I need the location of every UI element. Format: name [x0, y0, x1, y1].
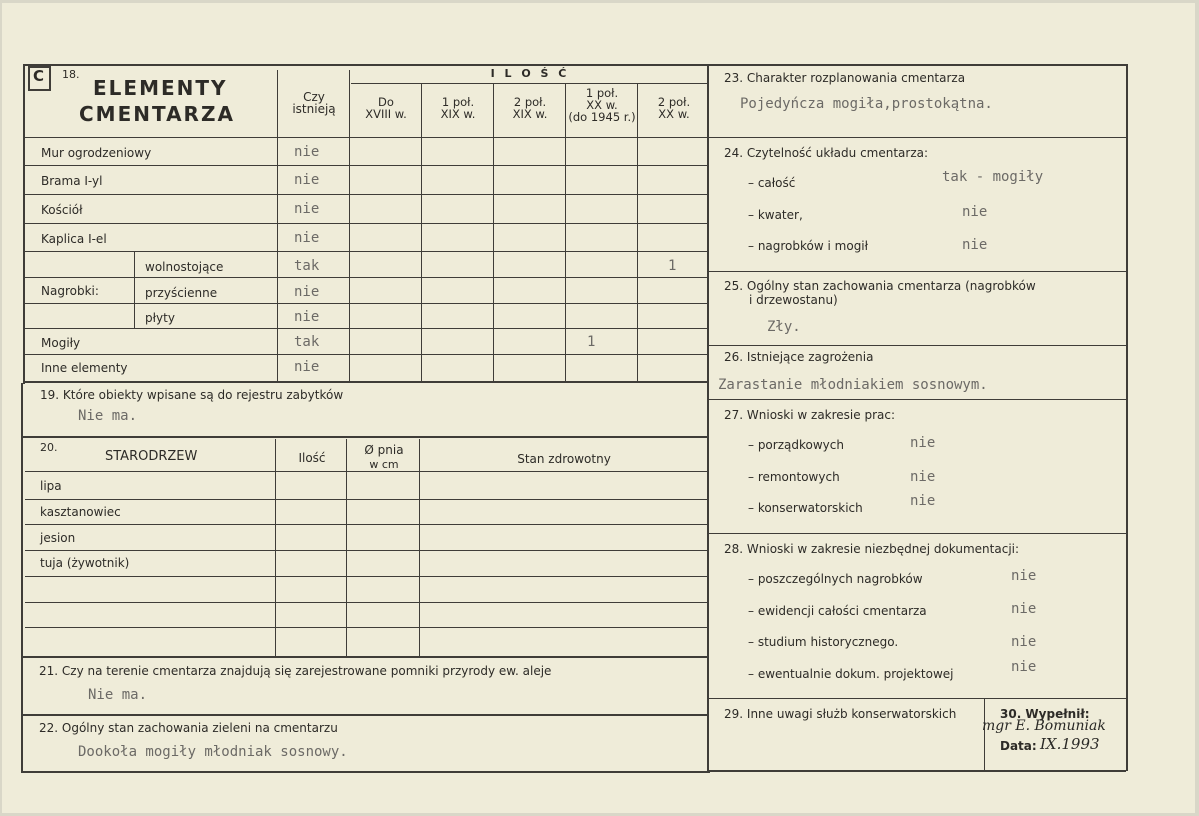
rule — [25, 499, 707, 500]
s20-number: 20. — [40, 441, 58, 454]
rule — [277, 70, 278, 383]
s24-item-label: – nagrobków i mogił — [748, 239, 869, 253]
s20-col-diameter-line2: w cm — [369, 458, 399, 471]
s19-label: 19. Które obiekty wpisane są do rejestru zabytków — [40, 388, 344, 402]
s28-item-label: – ewentualnie dokum. projektowej — [748, 667, 954, 681]
s24-item-value: nie — [962, 204, 988, 220]
s27-item-value: nie — [910, 493, 936, 509]
period-header-3-line2: XIX w. — [512, 107, 548, 121]
s30-date-value: IX.1993 — [1040, 735, 1100, 753]
rule — [493, 84, 494, 383]
s28-item-value: nie — [1011, 659, 1037, 675]
rule — [25, 381, 709, 383]
tree-row-label: kasztanowiec — [40, 505, 121, 519]
rule — [419, 439, 420, 657]
element-row-label: Kościół — [41, 203, 83, 217]
s24-label: 24. Czytelność układu cmentarza: — [724, 146, 929, 160]
period-header-4-line1: 1 poł. — [585, 86, 619, 100]
s22-label: 22. Ogólny stan zachowania zieleni na cmentarzu — [39, 721, 338, 735]
s27-item-label: – porządkowych — [748, 438, 844, 452]
quantity-1945: 1 — [587, 334, 596, 350]
rule — [25, 194, 707, 195]
s30-label: 30. Wypełnił: — [1000, 707, 1090, 721]
s21-value: Nie ma. — [88, 687, 148, 703]
s24-item-value: nie — [962, 237, 988, 253]
s28-item-label: – studium historycznego. — [748, 635, 899, 649]
s20-col-quantity: Ilość — [298, 451, 326, 465]
s20-col-diameter-line1: Ø pnia — [364, 443, 404, 457]
s26-value: Zarastanie młodniakiem sosnowym. — [718, 377, 988, 393]
element-row-label: Mogiły — [41, 336, 81, 350]
period-header-2-line2: XIX w. — [440, 107, 476, 121]
rule — [709, 271, 1126, 272]
tree-row-label: jesion — [40, 531, 76, 545]
quantity-late-xx: 1 — [668, 258, 677, 274]
rule — [25, 165, 707, 166]
element-row-label: przyścienne — [145, 286, 218, 300]
s20-col-health: Stan zdrowotny — [517, 452, 611, 466]
s27-item-label: – konserwatorskich — [748, 501, 863, 515]
s23-label: 23. Charakter rozplanowania cmentarza — [724, 71, 966, 85]
nagrobki-label: Nagrobki: — [41, 284, 99, 298]
tree-row-label: tuja (żywotnik) — [40, 556, 130, 570]
s30-signature: mgr E. Bomuniak — [982, 718, 1106, 734]
s28-item-value: nie — [1011, 634, 1037, 650]
section-letter: C — [33, 67, 45, 85]
section-18-number: 18. — [62, 68, 80, 81]
rule — [709, 533, 1126, 534]
element-row-label: wolnostojące — [145, 260, 224, 274]
rule — [25, 550, 707, 551]
exists-header-line2: istnieją — [292, 102, 336, 116]
rule — [25, 277, 707, 278]
rule — [23, 64, 1128, 66]
rule — [351, 83, 707, 84]
element-row-label: Brama I-yl — [41, 174, 103, 188]
elements-title-line2: CMENTARZA — [79, 102, 235, 126]
s24-item-label: – całość — [748, 176, 796, 190]
rule — [421, 84, 422, 383]
rule — [25, 137, 707, 138]
s29-label: 29. Inne uwagi służb konserwatorskich — [724, 707, 957, 721]
element-row-exists: nie — [294, 284, 320, 300]
rule — [346, 439, 347, 657]
s25-label-line2: i drzewostanu) — [749, 293, 838, 307]
s23-value: Pojedyńcza mogiła,prostokątna. — [740, 96, 993, 112]
period-header-1-line2: XVIII w. — [365, 107, 407, 121]
period-header-2-line1: 1 poł. — [441, 95, 475, 109]
s19-value: Nie ma. — [78, 408, 138, 424]
rule — [21, 771, 710, 773]
element-row-exists: nie — [294, 309, 320, 325]
element-row-exists: nie — [294, 359, 320, 375]
s27-item-value: nie — [910, 469, 936, 485]
period-header-4-line3: (do 1945 r.) — [568, 110, 636, 124]
quantity-header: I L O Ś Ć — [490, 67, 570, 80]
rule — [709, 698, 1126, 699]
rule — [23, 64, 25, 384]
elements-title-line1: ELEMENTY — [93, 76, 228, 100]
s27-label: 27. Wnioski w zakresie prac: — [724, 408, 896, 422]
rule — [275, 439, 276, 657]
element-row-exists: nie — [294, 201, 320, 217]
rule — [707, 770, 1126, 772]
s24-item-value: tak - mogiły — [942, 169, 1044, 185]
rule — [25, 354, 707, 355]
period-header-1-line1: Do — [378, 95, 394, 109]
element-row-exists: nie — [294, 230, 320, 246]
period-header-3-line1: 2 poł. — [513, 95, 547, 109]
rule — [565, 84, 566, 383]
rule — [23, 656, 709, 658]
rule — [25, 328, 707, 329]
s30-date-label: Data: — [1000, 739, 1037, 753]
s21-label: 21. Czy na terenie cmentarza znajdują się zarejestrowane pomniki przyrody ew. aleje — [39, 664, 552, 678]
s28-item-value: nie — [1011, 601, 1037, 617]
rule — [637, 84, 638, 383]
s25-value: Zły. — [767, 319, 801, 335]
rule — [134, 251, 135, 328]
rule — [25, 524, 707, 525]
element-row-exists: tak — [294, 258, 320, 274]
rule — [23, 436, 709, 438]
rule — [349, 70, 350, 383]
element-row-label: płyty — [145, 311, 175, 325]
rule — [707, 64, 709, 773]
exists-header-line1: Czy — [303, 90, 325, 104]
period-header-5-line1: 2 poł. — [657, 95, 691, 109]
rule — [1126, 64, 1128, 771]
period-header-5-line2: XX w. — [658, 107, 690, 121]
element-row-label: Inne elementy — [41, 361, 128, 375]
s24-item-label: – kwater, — [748, 208, 803, 222]
rule — [709, 399, 1126, 400]
rule — [25, 576, 707, 577]
rule — [709, 137, 1126, 138]
rule — [25, 602, 707, 603]
s28-item-label: – poszczególnych nagrobków — [748, 572, 923, 586]
tree-row-label: lipa — [40, 479, 62, 493]
s20-title: STARODRZEW — [105, 449, 198, 464]
s22-value: Dookoła mogiły młodniak sosnowy. — [78, 744, 348, 760]
rule — [25, 251, 707, 252]
s25-label-line1: 25. Ogólny stan zachowania cmentarza (nagrobków — [724, 279, 1036, 293]
rule — [23, 714, 709, 716]
period-header-4-line2: XX w. — [586, 98, 618, 112]
element-row-exists: nie — [294, 144, 320, 160]
element-row-label: Mur ogrodzeniowy — [41, 146, 152, 160]
s28-label: 28. Wnioski w zakresie niezbędnej dokumentacji: — [724, 542, 1020, 556]
s27-item-value: nie — [910, 435, 936, 451]
rule — [709, 345, 1126, 346]
element-row-exists: nie — [294, 172, 320, 188]
rule — [25, 303, 707, 304]
rule — [25, 627, 707, 628]
element-row-exists: tak — [294, 334, 320, 350]
element-row-label: Kaplica I-el — [41, 232, 107, 246]
s28-item-value: nie — [1011, 568, 1037, 584]
s27-item-label: – remontowych — [748, 470, 840, 484]
s26-label: 26. Istniejące zagrożenia — [724, 350, 874, 364]
rule — [984, 698, 985, 771]
rule — [25, 223, 707, 224]
s28-item-label: – ewidencji całości cmentarza — [748, 604, 927, 618]
